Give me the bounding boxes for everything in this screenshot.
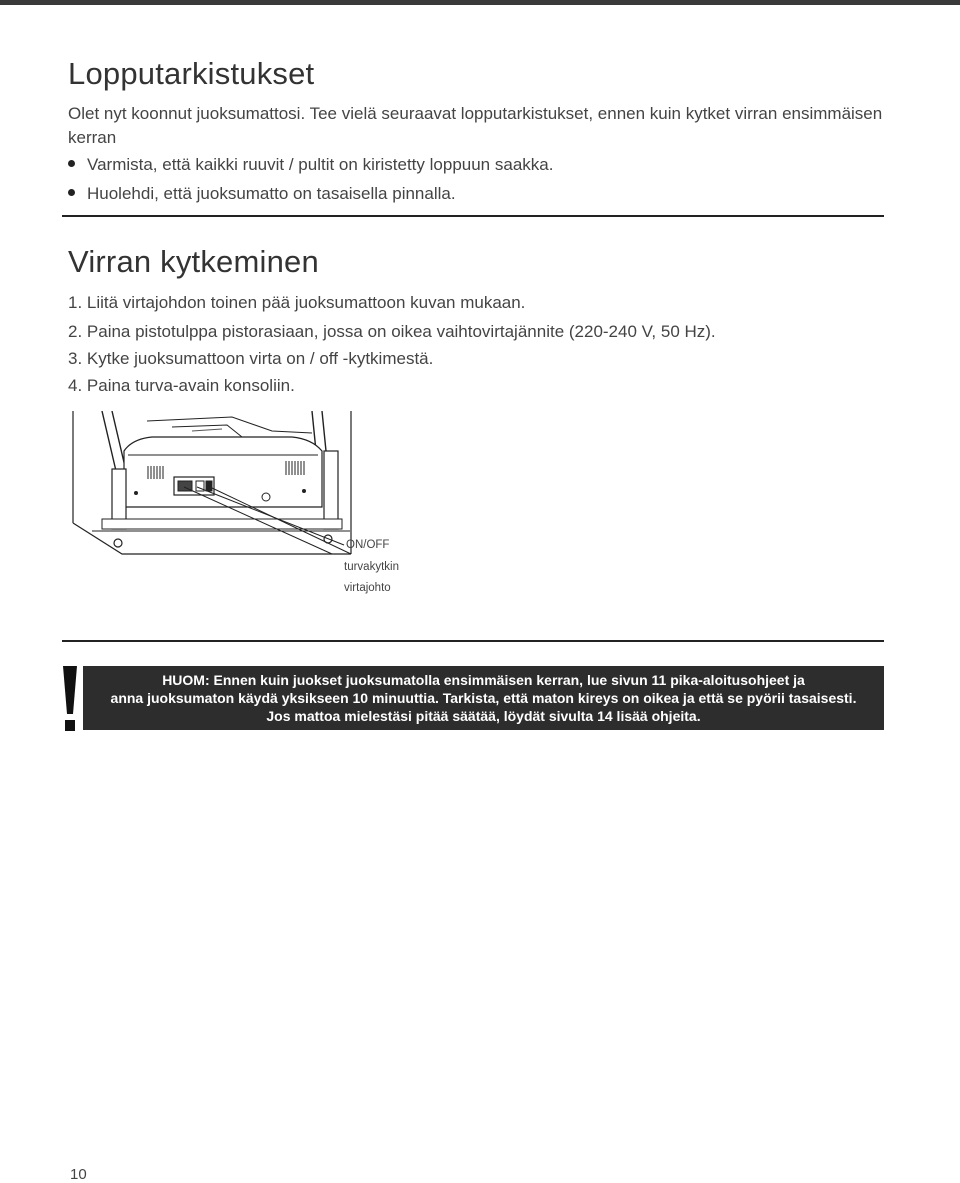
callout-on-off: ON/OFF [346,539,390,551]
section-title-power-connection: Virran kytkeminen [68,244,319,279]
bullet-icon [68,189,75,196]
top-rule [0,0,960,5]
section-divider [62,215,884,217]
section-title-final-checks: Lopputarkistukset [68,56,315,91]
intro-paragraph: Olet nyt koonnut juoksumattosi. Tee vielä seuraavat lopputarkistukset, ennen kuin kytket virran ensimmäisen kerran [68,104,883,147]
warning-text-line: anna juoksumaton käydä yksikseen 10 minuuttia. Tarkista, että maton kireys on oikea ja että se pyörii tasaisesti. [110,690,857,706]
step-item: 4. Paina turva-avain konsoliin. [68,376,295,395]
step-item: 3. Kytke juoksumattoon virta on / off -kytkimestä. [68,349,434,368]
exclamation-icon [60,664,80,734]
bullet-text: Varmista, että kaikki ruuvit / pultit on kiristetty loppuun saakka. [87,155,554,174]
section-divider [62,640,884,642]
callout-safety-switch: turvakytkin [344,561,399,573]
bullet-text: Huolehdi, että juoksumatto on tasaisella pinnalla. [87,184,456,203]
treadmill-rear-illustration [72,411,352,555]
callout-power-cord: virtajohto [344,582,391,594]
bullet-icon [68,160,75,167]
treadmill-drawing [72,411,352,555]
bullet-item [68,182,456,206]
page-number: 10 [70,1166,87,1183]
warning-text-line: HUOM: Ennen kuin juokset juoksumatolla ensimmäisen kerran, lue sivun 11 pika-aloitusohjeet ja [162,672,805,688]
bullet-item [68,153,553,177]
step-item: 2. Paina pistotulppa pistorasiaan, jossa on oikea vaihtovirtajännite (220-240 V, 50 Hz). [68,322,716,341]
warning-box [83,666,884,730]
warning-text-line: Jos mattoa mielestäsi pitää säätää, löydät sivulta 14 lisää ohjeita. [266,708,701,724]
step-item: 1. Liitä virtajohdon toinen pää juoksumattoon kuvan mukaan. [68,293,526,312]
